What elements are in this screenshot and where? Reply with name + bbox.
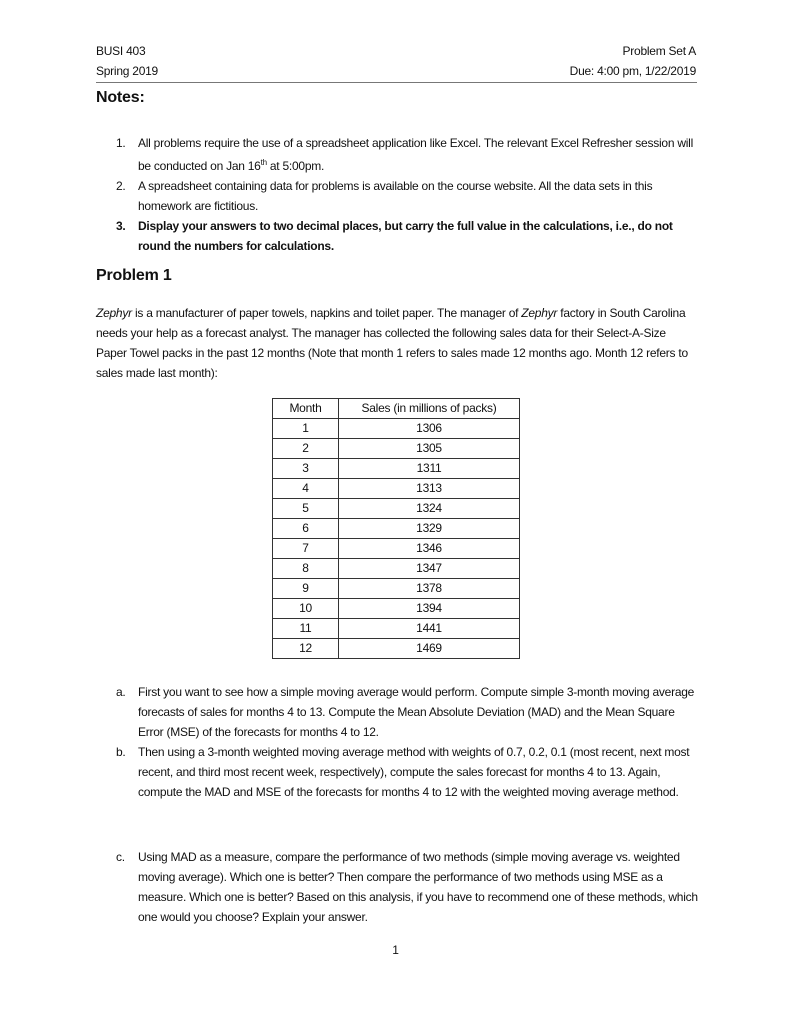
course-code: BUSI 403 — [96, 44, 146, 58]
sales-cell: 1305 — [339, 439, 520, 459]
month-cell: 1 — [273, 419, 339, 439]
note-text-part: All problems require the use of a spreadsheet application like Excel. The relevant Excel Refresher session will be conducted on Jan 16 — [138, 136, 693, 173]
question-a — [116, 682, 698, 742]
sales-cell: 1313 — [339, 479, 520, 499]
month-cell: 3 — [273, 459, 339, 479]
question-b — [116, 742, 698, 802]
sales-cell: 1346 — [339, 539, 520, 559]
note-item — [116, 176, 698, 216]
sales-cell: 1324 — [339, 499, 520, 519]
table-row — [273, 619, 520, 639]
note-number: 2. — [116, 179, 126, 193]
note-text: A spreadsheet containing data for problems is available on the course website. All the data sets in this homework are fictitious. — [138, 179, 653, 213]
sales-cell: 1306 — [339, 419, 520, 439]
table-row — [273, 479, 520, 499]
intro-text: factory in South Carolina needs your help as a forecast analyst. The manager has collected the following sales data for their Select-A-Size Paper Towel packs in the past 12 months (Note that month 1 refers to sales made 12 months ago. Month 12 refers to sales made last month): — [96, 306, 688, 380]
sales-cell: 1378 — [339, 579, 520, 599]
company-name: Zephyr — [96, 306, 132, 320]
month-cell: 4 — [273, 479, 339, 499]
page-number: 1 — [392, 943, 399, 957]
month-cell: 8 — [273, 559, 339, 579]
question-text: Using MAD as a measure, compare the performance of two methods (simple moving average vs. weighted moving average). Which one is better? Then compare the performance of two methods using MSE as a measure. Which one is better? Based on this analysis, if you have to recommend one of these methods, which one would you choose? Explain your answer. — [138, 850, 698, 924]
due-date: Due: 4:00 pm, 1/22/2019 — [569, 64, 696, 78]
table-row — [273, 639, 520, 659]
table-row — [273, 499, 520, 519]
table-row — [273, 439, 520, 459]
header-row-1 — [96, 44, 696, 58]
table-row — [273, 539, 520, 559]
intro-text: is a manufacturer of paper towels, napkins and toilet paper. The manager of — [131, 306, 522, 320]
question-c — [116, 847, 698, 927]
note-item — [116, 133, 698, 176]
sales-cell: 1347 — [339, 559, 520, 579]
note-number: 1. — [116, 136, 126, 150]
company-name: Zephyr — [521, 306, 558, 320]
note-text-part: at 5:00pm. — [266, 159, 325, 173]
problem-set-title: Problem Set A — [622, 44, 696, 58]
month-cell: 11 — [273, 619, 339, 639]
question-label: b. — [116, 745, 126, 759]
note-text — [138, 133, 698, 176]
table-row — [273, 459, 520, 479]
header-row-2 — [96, 64, 696, 78]
notes-heading: Notes: — [96, 89, 145, 106]
problem-1-heading: Problem 1 — [96, 267, 172, 284]
month-cell: 7 — [273, 539, 339, 559]
column-header-month: Month — [273, 399, 339, 419]
month-cell: 5 — [273, 499, 339, 519]
month-cell: 6 — [273, 519, 339, 539]
table-header-row — [273, 399, 520, 419]
term: Spring 2019 — [96, 64, 158, 78]
table-row — [273, 579, 520, 599]
column-header-sales: Sales (in millions of packs) — [339, 399, 520, 419]
month-cell: 9 — [273, 579, 339, 599]
question-text: Then using a 3-month weighted moving average method with weights of 0.7, 0.2, 0.1 (most recent, next most recent, and third most recent week, respectively), compute the sales forecast for months 4 to 13. Again, compute the MAD and MSE of the forecasts for months 4 to 12 with the weighted moving average method. — [138, 745, 690, 799]
month-cell: 2 — [273, 439, 339, 459]
notes-list — [116, 133, 698, 256]
table-row — [273, 519, 520, 539]
table-row — [273, 419, 520, 439]
header-divider — [96, 82, 697, 83]
note-text: Display your answers to two decimal places, but carry the full value in the calculations, i.e., do not round the numbers for calculations. — [138, 219, 673, 253]
question-label: c. — [116, 850, 125, 864]
table-row — [273, 559, 520, 579]
question-label: a. — [116, 685, 126, 699]
sales-cell: 1311 — [339, 459, 520, 479]
sales-cell: 1441 — [339, 619, 520, 639]
sales-cell: 1394 — [339, 599, 520, 619]
month-cell: 10 — [273, 599, 339, 619]
question-text: First you want to see how a simple moving average would perform. Compute simple 3-month moving average forecasts of sales for months 4 to 13. Compute the Mean Absolute Deviation (MAD) and the Mean Square Error (MSE) of the forecasts for months 4 to 12. — [138, 685, 695, 739]
table-row — [273, 599, 520, 619]
sales-cell: 1329 — [339, 519, 520, 539]
superscript: th — [260, 158, 267, 167]
month-cell: 12 — [273, 639, 339, 659]
problem-1-intro — [96, 303, 698, 383]
note-item — [116, 216, 698, 256]
sales-cell: 1469 — [339, 639, 520, 659]
sales-table — [272, 398, 520, 659]
note-number: 3. — [116, 219, 126, 233]
